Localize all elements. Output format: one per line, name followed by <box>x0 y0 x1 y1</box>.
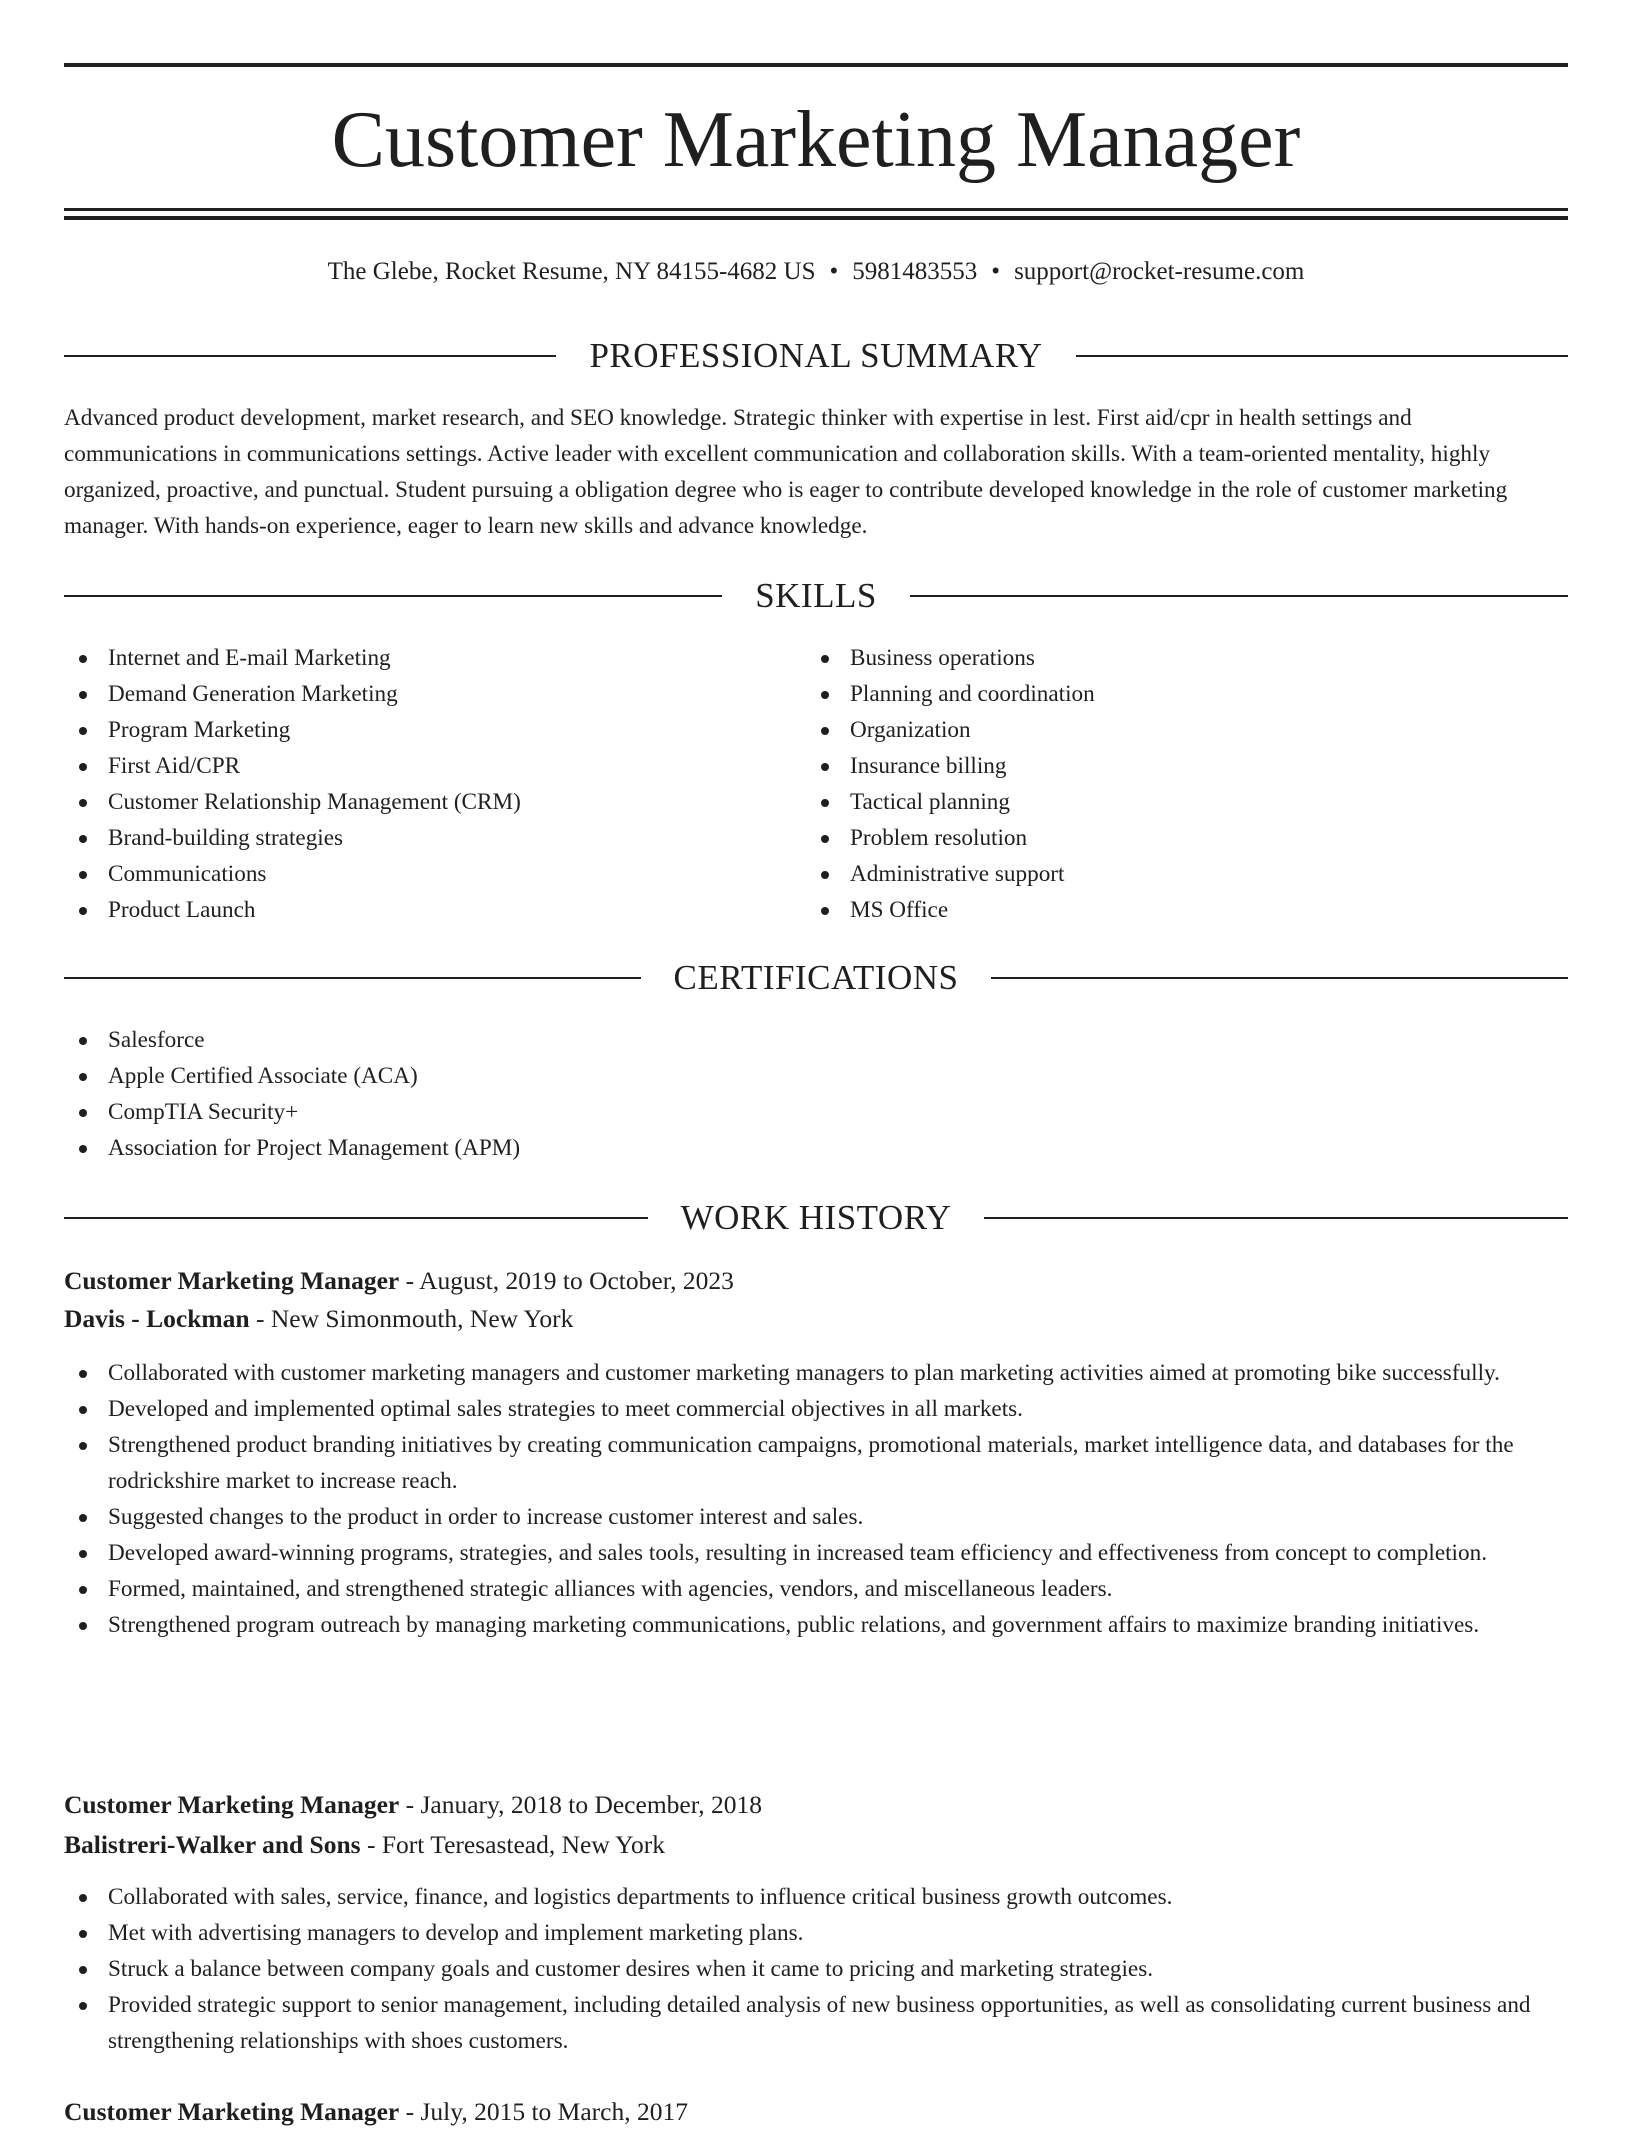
skill-item: Business operations <box>806 640 1506 676</box>
contact-separator: • <box>991 258 1001 285</box>
heading-rule-left <box>64 595 722 597</box>
heading-rule-right <box>984 1217 1568 1219</box>
job-dash: - <box>399 2097 421 2126</box>
title-rule-lower <box>64 216 1568 220</box>
job-company: Balistreri-Walker and Sons <box>64 1830 361 1859</box>
certification-item: Apple Certified Associate (ACA) <box>64 1058 1568 1094</box>
heading-rule-right <box>1076 355 1568 357</box>
responsibility-item: Formed, maintained, and strengthened strategic alliances with agencies, vendors, and miscellaneous leaders. <box>64 1571 1568 1607</box>
job-dash: - <box>360 1830 382 1859</box>
heading-rule-right <box>910 595 1568 597</box>
skill-item: Internet and E-mail Marketing <box>64 640 764 676</box>
job-location: Fort Teresastead, New York <box>381 1830 666 1859</box>
heading-rule-left <box>64 355 556 357</box>
job-title: Customer Marketing Manager <box>64 2097 400 2126</box>
skill-item: Administrative support <box>806 856 1506 892</box>
certification-item: CompTIA Security+ <box>64 1094 1568 1130</box>
certifications-list <box>64 1022 1568 1166</box>
summary-heading-label: PROFESSIONAL SUMMARY <box>589 336 1043 375</box>
contact-email: support@rocket-resume.com <box>1014 258 1305 285</box>
skill-item: First Aid/CPR <box>64 748 764 784</box>
job-title: Customer Marketing Manager <box>64 1266 400 1295</box>
responsibility-item: Provided strategic support to senior management, including detailed analysis of new business opportunities, as well as consolidating current business and strengthening relationships with shoes customers. <box>64 1987 1568 2059</box>
contact-phone: 5981483553 <box>852 258 978 285</box>
skills-list-right <box>806 640 1506 928</box>
responsibility-item: Strengthened product branding initiatives by creating communication campaigns, promotional materials, market intelligence data, and databases for the rodrickshire market to increase reach. <box>64 1427 1568 1499</box>
responsibility-item: Struck a balance between company goals and customer desires when it came to pricing and marketing strategies. <box>64 1951 1568 1987</box>
heading-rule-left <box>64 977 641 979</box>
summary-heading <box>64 334 1568 378</box>
skills-heading <box>64 574 1568 618</box>
job-responsibilities <box>64 1355 1568 1643</box>
job-company: Davis - Lockman <box>64 1304 250 1333</box>
job-location: New Simonmouth, New York <box>270 1304 574 1333</box>
skill-item: Insurance billing <box>806 748 1506 784</box>
job-dash: - <box>399 1790 421 1819</box>
certifications-heading-label: CERTIFICATIONS <box>673 958 959 997</box>
responsibility-item: Developed award-winning programs, strategies, and sales tools, resulting in increased team efficiency and effectiveness from concept to completion. <box>64 1535 1568 1571</box>
responsibility-item: Collaborated with sales, service, finance, and logistics departments to influence critical business growth outcomes. <box>64 1879 1568 1915</box>
contact-address: The Glebe, Rocket Resume, NY 84155-4682 US <box>327 258 816 285</box>
job-responsibilities <box>64 1879 1568 2059</box>
skill-item: Product Launch <box>64 892 764 928</box>
job-dates: January, 2018 to December, 2018 <box>420 1790 762 1819</box>
job-company-line <box>64 1825 1568 1865</box>
skills-heading-label: SKILLS <box>755 576 877 615</box>
resume-title: Customer Marketing Manager <box>331 96 1301 184</box>
job-title-line <box>64 1261 1568 1301</box>
skill-item: Communications <box>64 856 764 892</box>
top-rule <box>64 63 1568 67</box>
job-title-line <box>64 2092 1568 2132</box>
job-title-line <box>64 1785 1568 1825</box>
certification-item: Association for Project Management (APM) <box>64 1130 1568 1166</box>
contact-separator: • <box>829 258 839 285</box>
responsibility-item: Strengthened program outreach by managing marketing communications, public relations, and government affairs to maximize branding initiatives. <box>64 1607 1568 1643</box>
work-history-heading <box>64 1196 1568 1240</box>
skill-item: Customer Relationship Management (CRM) <box>64 784 764 820</box>
work-history-heading-label: WORK HISTORY <box>680 1198 952 1237</box>
responsibility-item: Met with advertising managers to develop and implement marketing plans. <box>64 1915 1568 1951</box>
job-dash: - <box>399 1266 420 1295</box>
skill-item: Planning and coordination <box>806 676 1506 712</box>
job-dates: July, 2015 to March, 2017 <box>420 2097 688 2126</box>
certification-item: Salesforce <box>64 1022 1568 1058</box>
contact-line <box>64 254 1568 290</box>
responsibility-item: Suggested changes to the product in order to increase customer interest and sales. <box>64 1499 1568 1535</box>
skill-item: Organization <box>806 712 1506 748</box>
skill-item: MS Office <box>806 892 1506 928</box>
skills-list-left <box>64 640 764 928</box>
title-rule-upper <box>64 208 1568 211</box>
heading-rule-left <box>64 1217 648 1219</box>
skill-item: Brand-building strategies <box>64 820 764 856</box>
certifications-heading <box>64 956 1568 1000</box>
heading-rule-right <box>991 977 1568 979</box>
job-title: Customer Marketing Manager <box>64 1790 400 1819</box>
responsibility-item: Collaborated with customer marketing managers and customer marketing managers to plan marketing activities aimed at promoting bike successfully. <box>64 1355 1568 1391</box>
job-dates: August, 2019 to October, 2023 <box>419 1266 734 1295</box>
skill-item: Program Marketing <box>64 712 764 748</box>
job-dash: - <box>249 1304 271 1333</box>
job-company-line <box>64 1299 1568 1339</box>
summary-text: Advanced product development, market research, and SEO knowledge. Strategic thinker with expertise in lest. First aid/cpr in health settings and communications in communications settings. Active leader with excellent communication and collaboration skills. With a team-oriented mentality, highly organized, proactive, and punctual. Student pursuing a obligation degree who is eager to contribute developed knowledge in the role of customer marketing manager. With hands-on experience, eager to learn new skills and advance knowledge. <box>64 405 1508 539</box>
responsibility-item: Developed and implemented optimal sales strategies to meet commercial objectives in all markets. <box>64 1391 1568 1427</box>
skill-item: Tactical planning <box>806 784 1506 820</box>
skill-item: Problem resolution <box>806 820 1506 856</box>
skill-item: Demand Generation Marketing <box>64 676 764 712</box>
